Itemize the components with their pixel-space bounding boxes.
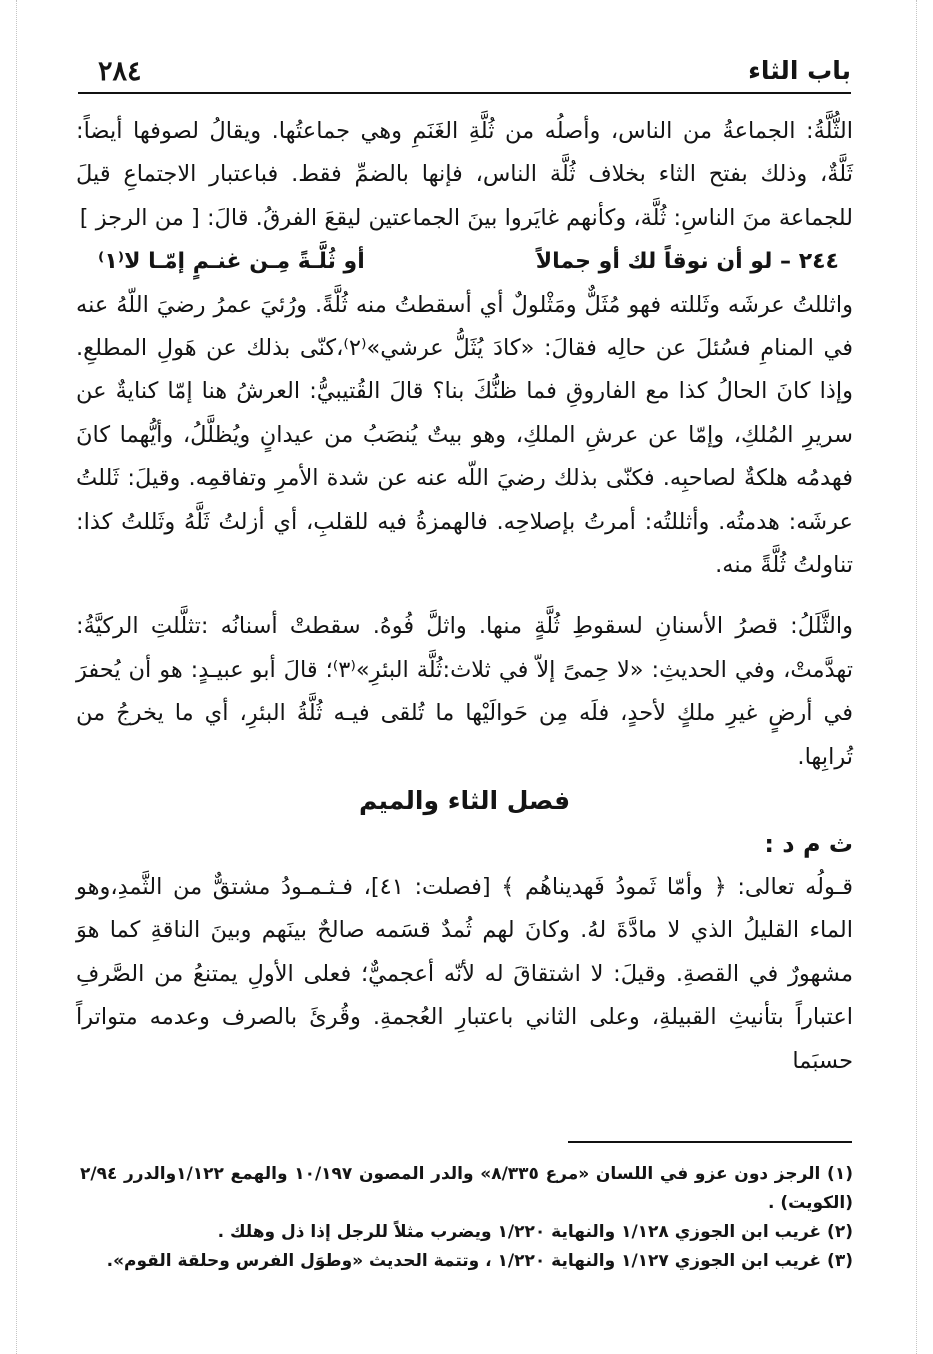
paragraph: الثُّلَّةُ: الجماعةُ من الناس، وأصلُه من ثُلَّةِ الغَنَمِ وهي جماعتُها. ويقالُ لصوفها أيضاً: ثَلَّةٌ، وذلك بفتح الثاء بخلاف ثُلَّة الناس، فإنها بالضمِّ فقط. فباعتبار الاجتماعِ قيلَ للجماعة منَ الناسِ: ثُلَّة، وكأنهم غايَروا بينَ الجماعتين ليقعَ الفرقُ. قالَ: [ من الرجز ] (76, 118, 853, 231)
running-header (78, 54, 851, 94)
footnote: (٢) غريب ابن الجوزي ١/١٢٨ والنهاية ١/٢٢٠ ويضرب مثلاً للرجل إذا ذل وهلك . (217, 1222, 853, 1242)
verse-first-hemistich (536, 240, 839, 283)
page-guide-line (916, 0, 917, 1354)
footnote: (١) الرجز دون عزو في اللسان «مرع ٨/٣٣٥» والدر المصون ١٠/١٩٧ والهمع ١/١٢٢والدرر ٢/٩٤ (الكويت) . (80, 1164, 853, 1213)
section-title: فصل الثاء والميم (358, 786, 571, 816)
page-guide-line (16, 0, 17, 1354)
root-heading: ث م د : (764, 829, 853, 858)
footnote-separator (568, 1141, 852, 1143)
footnotes (80, 1160, 853, 1276)
verse-line (76, 240, 853, 283)
verse-number: ٢٤٤ – (780, 249, 839, 275)
paragraph: قـولُه تعالى: ﴿ وأمّا ثَمودُ فَهديناهُم ﴾ [فصلت: ٤١]، فـثـمـودُ مشتقٌّ من الثَّمدِ،وهو الماء القليلُ الذي لا مادَّةَ لهُ. وكانَ لهم ثُمدٌ قسَمه صالحٌ بينَهم وبينَ الناقةِ كما هوَ مشهورٌ في القصةِ. وقيلَ: لا اشتقاقَ له لأنّه أعجميٌّ؛ فعلى الأولِ يمتنعُ من الصَّرفِ اعتباراً بتأنيثِ القبيلةِ، وعلى الثاني باعتبارِ العُجمةِ. وقُرئَ بالصرف وعدمه متواتراً حسبَما (76, 873, 853, 1074)
paragraph: واثللتُ عرشَه وثَللته فهو مُثَلٌّ ومَثْلولٌ أي أسقطتُ منه ثُلَّةً. ورُئيَ عمرُ رضيَ اللّهُ عنه في المنامِ فسُئلَ عن حالِه فقالَ: «كادَ يُثَلُّ عرشي»⁽٢⁾،كنّى بذلك عن هَولِ المطلعِ. وإذا كانَ الحالُ كذا مع الفاروقِ فما ظنُّكَ بنا؟ قالَ القُتيبيُّ: العرشُ هنا إمّا كنايةٌ عن سريرِ المُلكِ، وإمّا عن عرشِ الملكِ، وهو بيتٌ يُنصَبُ من عيدانٍ ويُظلَّلُ، وأيُّهما كانَ فهدمُه هلكةٌ لصاحبِه. فكنّى بذلك رضيَ اللّه عنه عن شدة الأمرِ وتفاقمِه. وقيلَ: ثَللتُ عرشَه: هدمتُه. وأثللتُه: أمرتُ بإصلاحِه. فالهمزةُ فيه للقلبِ، أي أزلتُ ثَلَّهُ وثَللتُ كذا: تناولتُ ثُلَّةً منه. (76, 291, 853, 579)
running-title: باب الثاء (748, 56, 851, 85)
verse-second-hemistich: أو ثُلَّـةً مِـن غنـمٍ إمّـا لا⁽١⁾ (98, 249, 365, 275)
footnote: (٣) غريب ابن الجوزي ١/١٢٧ والنهاية ١/٢٢٠ ، وتتمة الحديث «وطوَل الفرس وحلقة القوم». (106, 1251, 853, 1271)
verse-first-text: لو أن نوقاً لك أو جمالاً (535, 249, 773, 275)
page-number: ٢٨٤ (98, 56, 142, 87)
paragraph: والثَّلَلُ: قصرُ الأسنانِ لسقوطِ ثُلَّةٍ منها. واثلَّ فُوهُ. سقطتْ أسنانُه :تثلَّلتِ الركيَّةُ: تهدَّمتْ، وفي الحديثِ: «لا حِمىً إلاّ في ثلاث:ثُلَّة البئرِ»⁽٣⁾؛ قالَ أبو عبيـدٍ: هو أن يُحفرَ في أرضٍ غيرِ ملكٍ لأحدٍ، فلَه مِن حَوالَيْها ما تُلقى فيـه ثُلَّةُ البئرِ، أي ما يخرجُ من تُرابِها. (76, 613, 854, 770)
main-text (76, 110, 853, 1083)
